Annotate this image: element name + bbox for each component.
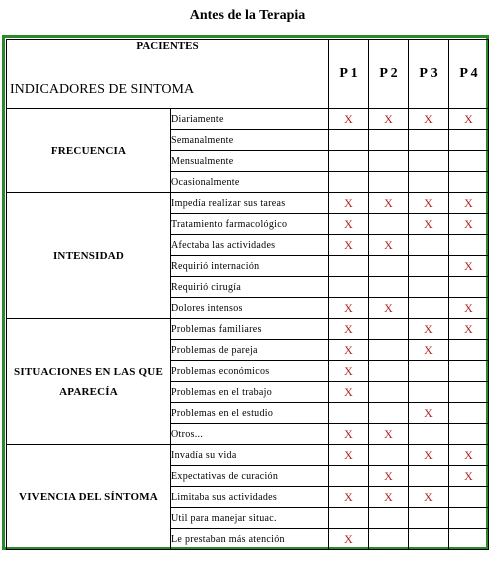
header-cell — [7, 40, 329, 109]
mark-cell-p2 — [369, 340, 409, 361]
x-mark: X — [464, 468, 473, 483]
indicator-label: Le prestaban más atención — [171, 529, 329, 550]
table-row — [7, 193, 489, 214]
mark-cell-p4 — [449, 277, 489, 298]
pacientes-label: PACIENTES — [136, 40, 199, 52]
mark-cell-p4 — [449, 172, 489, 193]
mark-cell-p1 — [329, 361, 369, 382]
mark-cell-p4 — [449, 529, 489, 550]
table-row — [7, 445, 489, 466]
patient-header-p1: P 1 — [329, 40, 369, 109]
mark-cell-p3 — [409, 445, 449, 466]
mark-cell-p4 — [449, 466, 489, 487]
indicator-label: Problemas en el trabajo — [171, 382, 329, 403]
page-title: Antes de la Terapia — [189, 8, 306, 23]
mark-cell-p1 — [329, 151, 369, 172]
mark-cell-p2 — [369, 487, 409, 508]
indicator-label: Afectaba las actividades — [171, 235, 329, 256]
mark-cell-p4 — [449, 109, 489, 130]
mark-cell-p3 — [409, 193, 449, 214]
mark-cell-p1 — [329, 277, 369, 298]
mark-cell-p3 — [409, 277, 449, 298]
x-mark: X — [344, 342, 353, 357]
mark-cell-p2 — [369, 214, 409, 235]
mark-cell-p4 — [449, 403, 489, 424]
indicator-label: Problemas en el estudio — [171, 403, 329, 424]
x-mark: X — [424, 195, 433, 210]
mark-cell-p1 — [329, 235, 369, 256]
mark-cell-p1 — [329, 487, 369, 508]
mark-cell-p2 — [369, 277, 409, 298]
x-mark: X — [344, 447, 353, 462]
indicator-label: Dolores intensos — [171, 298, 329, 319]
mark-cell-p1 — [329, 130, 369, 151]
mark-cell-p3 — [409, 466, 449, 487]
mark-cell-p1 — [329, 298, 369, 319]
x-mark: X — [384, 489, 393, 504]
x-mark: X — [424, 321, 433, 336]
x-mark: X — [464, 195, 473, 210]
table-body — [7, 109, 489, 550]
mark-cell-p3 — [409, 382, 449, 403]
mark-cell-p3 — [409, 130, 449, 151]
mark-cell-p1 — [329, 466, 369, 487]
mark-cell-p4 — [449, 235, 489, 256]
mark-cell-p2 — [369, 529, 409, 550]
mark-cell-p4 — [449, 193, 489, 214]
x-mark: X — [384, 426, 393, 441]
mark-cell-p4 — [449, 340, 489, 361]
mark-cell-p4 — [449, 487, 489, 508]
indicator-label: Problemas de pareja — [171, 340, 329, 361]
mark-cell-p4 — [449, 508, 489, 529]
mark-cell-p3 — [409, 256, 449, 277]
mark-cell-p1 — [329, 319, 369, 340]
mark-cell-p3 — [409, 235, 449, 256]
x-mark: X — [344, 111, 353, 126]
x-mark: X — [344, 426, 353, 441]
x-mark: X — [384, 195, 393, 210]
category-label: VIVENCIA DEL SÍNTOMA — [19, 491, 158, 503]
indicator-label: Mensualmente — [171, 151, 329, 172]
mark-cell-p1 — [329, 403, 369, 424]
x-mark: X — [344, 300, 353, 315]
mark-cell-p3 — [409, 487, 449, 508]
mark-cell-p2 — [369, 424, 409, 445]
mark-cell-p3 — [409, 109, 449, 130]
category-cell — [7, 319, 171, 445]
mark-cell-p2 — [369, 382, 409, 403]
indicator-label: Problemas familiares — [171, 319, 329, 340]
mark-cell-p2 — [369, 235, 409, 256]
category-label: INTENSIDAD — [52, 249, 125, 262]
mark-cell-p2 — [369, 193, 409, 214]
mark-cell-p2 — [369, 403, 409, 424]
table-row — [7, 319, 489, 340]
indicator-label: Expectativas de curación — [171, 466, 329, 487]
mark-cell-p1 — [329, 109, 369, 130]
indicadores-label: INDICADORES DE SINTOMA — [10, 82, 195, 97]
mark-cell-p4 — [449, 382, 489, 403]
mark-cell-p3 — [409, 172, 449, 193]
mark-cell-p4 — [449, 130, 489, 151]
indicator-label: Ocasionalmente — [171, 172, 329, 193]
mark-cell-p4 — [449, 256, 489, 277]
x-mark: X — [344, 195, 353, 210]
indicator-label: Requirió cirugía — [171, 277, 329, 298]
indicator-label: Diariamente — [171, 109, 329, 130]
mark-cell-p1 — [329, 382, 369, 403]
mark-cell-p2 — [369, 256, 409, 277]
symptom-table — [6, 39, 489, 550]
mark-cell-p1 — [329, 256, 369, 277]
x-mark: X — [424, 489, 433, 504]
table-row — [7, 109, 489, 130]
mark-cell-p1 — [329, 193, 369, 214]
mark-cell-p2 — [369, 508, 409, 529]
x-mark: X — [344, 531, 353, 546]
mark-cell-p4 — [449, 361, 489, 382]
x-mark: X — [424, 216, 433, 231]
mark-cell-p2 — [369, 445, 409, 466]
x-mark: X — [424, 111, 433, 126]
x-mark: X — [344, 216, 353, 231]
indicator-label: Invadía su vida — [171, 445, 329, 466]
mark-cell-p2 — [369, 151, 409, 172]
mark-cell-p3 — [409, 151, 449, 172]
category-cell — [7, 193, 171, 319]
mark-cell-p4 — [449, 151, 489, 172]
indicator-label: Problemas económicos — [171, 361, 329, 382]
mark-cell-p4 — [449, 445, 489, 466]
patient-header-p2: P 2 — [369, 40, 409, 109]
mark-cell-p4 — [449, 214, 489, 235]
x-mark: X — [424, 342, 433, 357]
x-mark: X — [424, 447, 433, 462]
x-mark: X — [464, 258, 473, 273]
mark-cell-p3 — [409, 529, 449, 550]
mark-cell-p4 — [449, 424, 489, 445]
category-label: FRECUENCIA — [50, 144, 127, 157]
x-mark: X — [464, 447, 473, 462]
x-mark: X — [384, 300, 393, 315]
category-label: SITUACIONES EN LAS QUE APARECÍA — [14, 365, 163, 398]
category-cell — [7, 109, 171, 193]
patient-header-p3: P 3 — [409, 40, 449, 109]
category-cell — [7, 445, 171, 550]
mark-cell-p1 — [329, 340, 369, 361]
mark-cell-p1 — [329, 424, 369, 445]
x-mark: X — [464, 321, 473, 336]
indicator-label: Otros... — [171, 424, 329, 445]
mark-cell-p3 — [409, 340, 449, 361]
mark-cell-p1 — [329, 445, 369, 466]
mark-cell-p1 — [329, 214, 369, 235]
mark-cell-p3 — [409, 361, 449, 382]
indicator-label: Requirió internación — [171, 256, 329, 277]
mark-cell-p1 — [329, 529, 369, 550]
mark-cell-p2 — [369, 172, 409, 193]
x-mark: X — [464, 216, 473, 231]
x-mark: X — [344, 489, 353, 504]
indicator-label: Tratamiento farmacológico — [171, 214, 329, 235]
indicator-label: Limitaba sus actividades — [171, 487, 329, 508]
x-mark: X — [464, 300, 473, 315]
mark-cell-p4 — [449, 298, 489, 319]
mark-cell-p1 — [329, 508, 369, 529]
mark-cell-p3 — [409, 403, 449, 424]
mark-cell-p3 — [409, 424, 449, 445]
mark-cell-p2 — [369, 466, 409, 487]
mark-cell-p3 — [409, 298, 449, 319]
x-mark: X — [344, 321, 353, 336]
x-mark: X — [424, 405, 433, 420]
mark-cell-p3 — [409, 214, 449, 235]
indicator-label: Semanalmente — [171, 130, 329, 151]
x-mark: X — [384, 237, 393, 252]
mark-cell-p2 — [369, 130, 409, 151]
mark-cell-p3 — [409, 508, 449, 529]
mark-cell-p3 — [409, 319, 449, 340]
x-mark: X — [344, 237, 353, 252]
indicator-label: Impedía realizar sus tareas — [171, 193, 329, 214]
x-mark: X — [344, 384, 353, 399]
mark-cell-p2 — [369, 361, 409, 382]
x-mark: X — [464, 111, 473, 126]
patient-header-p4: P 4 — [449, 40, 489, 109]
mark-cell-p2 — [369, 109, 409, 130]
mark-cell-p1 — [329, 172, 369, 193]
x-mark: X — [384, 111, 393, 126]
x-mark: X — [344, 363, 353, 378]
mark-cell-p2 — [369, 298, 409, 319]
mark-cell-p4 — [449, 319, 489, 340]
x-mark: X — [384, 468, 393, 483]
mark-cell-p2 — [369, 319, 409, 340]
header-row — [7, 40, 489, 109]
indicator-label: Util para manejar situac. — [171, 508, 329, 529]
